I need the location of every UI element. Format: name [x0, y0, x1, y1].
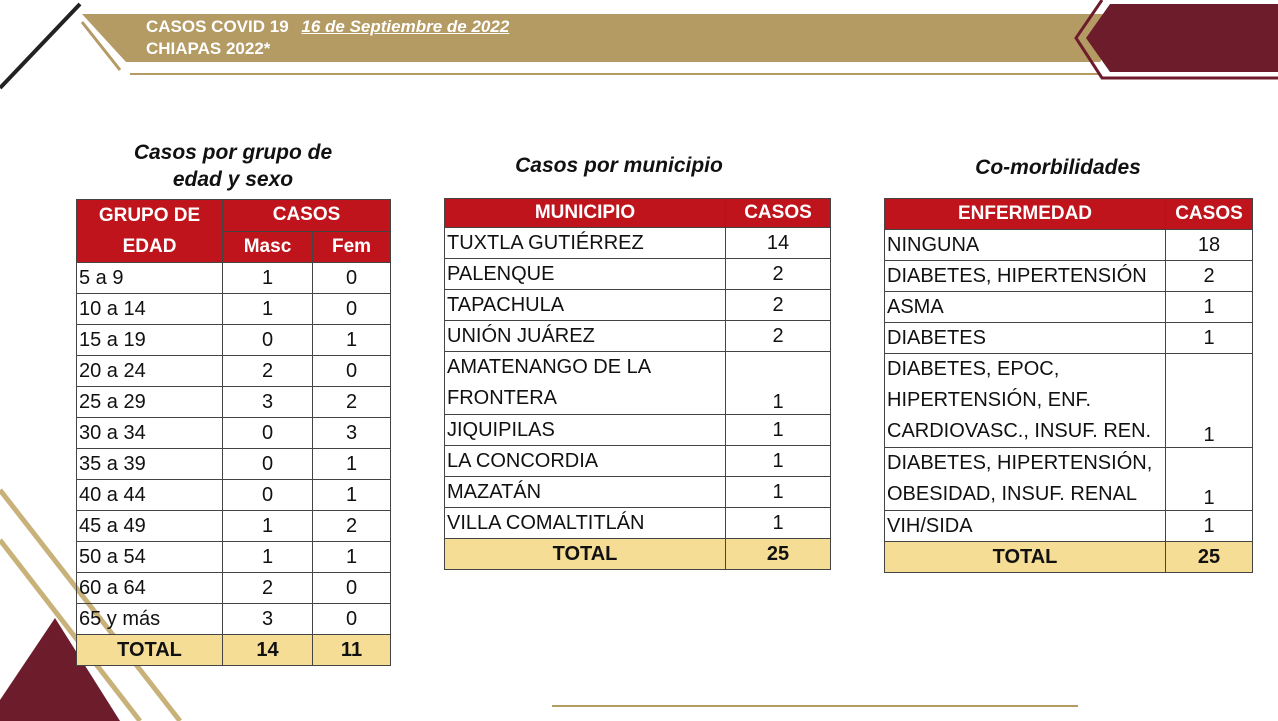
municipio-cases: 2 — [726, 290, 831, 321]
municipio-cases: 2 — [726, 259, 831, 290]
table-row — [885, 511, 1253, 542]
header-cases: CASOS — [223, 200, 391, 232]
age-group: 35 a 39 — [77, 449, 223, 480]
masc-count: 1 — [223, 294, 313, 325]
header-fem: Fem — [313, 231, 391, 263]
header-casos: CASOS — [1166, 199, 1253, 230]
age-group: 30 a 34 — [77, 418, 223, 449]
table-row — [445, 446, 831, 477]
municipio-cases: 2 — [726, 321, 831, 352]
table-row — [885, 230, 1253, 261]
table-row — [77, 387, 391, 418]
total-cases: 25 — [726, 539, 831, 570]
header — [146, 16, 509, 60]
table-row — [77, 573, 391, 604]
table-row — [77, 294, 391, 325]
municipio-name — [445, 352, 726, 415]
municipio-name: TAPACHULA — [445, 290, 726, 321]
fem-count: 3 — [313, 418, 391, 449]
age-group: 60 a 64 — [77, 573, 223, 604]
municipio-cases: 1 — [726, 477, 831, 508]
total-cases: 25 — [1166, 542, 1253, 573]
age-group: 15 a 19 — [77, 325, 223, 356]
table-row — [445, 477, 831, 508]
disease-name-line3: CARDIOVASC., INSUF. REN. — [887, 420, 1152, 442]
table-row — [445, 259, 831, 290]
total-masc: 14 — [223, 635, 313, 666]
age-group: 45 a 49 — [77, 511, 223, 542]
table-row — [77, 356, 391, 387]
header-title-line — [146, 16, 509, 38]
age-table-title — [96, 139, 370, 193]
fem-count: 2 — [313, 387, 391, 418]
fem-count: 1 — [313, 542, 391, 573]
municipio-table-title: Casos por municipio — [515, 154, 723, 177]
total-label: TOTAL — [77, 635, 223, 666]
municipio-name: MAZATÁN — [445, 477, 726, 508]
fem-count: 1 — [313, 480, 391, 511]
disease-cases: 2 — [1166, 261, 1253, 292]
age-table-header-row-1 — [77, 200, 391, 232]
disease-name-line1: DIABETES, HIPERTENSIÓN, — [887, 452, 1153, 474]
municipio-name: LA CONCORDIA — [445, 446, 726, 477]
disease-name: NINGUNA — [885, 230, 1166, 261]
table-row — [77, 263, 391, 294]
fem-count: 0 — [313, 604, 391, 635]
fem-count: 1 — [313, 449, 391, 480]
comorbilidades-table — [884, 198, 1253, 573]
masc-count: 0 — [223, 418, 313, 449]
age-group: 50 a 54 — [77, 542, 223, 573]
table-row — [445, 228, 831, 259]
masc-count: 0 — [223, 480, 313, 511]
disease-cases: 1 — [1166, 323, 1253, 354]
masc-count: 3 — [223, 387, 313, 418]
fem-count: 2 — [313, 511, 391, 542]
header-group-line1: GRUPO DE — [98, 205, 201, 226]
table-row — [77, 511, 391, 542]
municipio-cases: 14 — [726, 228, 831, 259]
table-row — [445, 508, 831, 539]
table-row — [445, 290, 831, 321]
table-row — [885, 323, 1253, 354]
table-row — [77, 449, 391, 480]
fem-count: 1 — [313, 325, 391, 356]
total-label: TOTAL — [445, 539, 726, 570]
header-subtitle: CHIAPAS 2022* — [146, 39, 271, 58]
municipio-name-line1: AMATENANGO DE LA — [447, 356, 652, 378]
header-masc: Masc — [223, 231, 313, 263]
disease-cases: 1 — [1166, 292, 1253, 323]
age-group: 25 a 29 — [77, 387, 223, 418]
disease-name: DIABETES — [885, 323, 1166, 354]
disease-cases: 18 — [1166, 230, 1253, 261]
fem-count: 0 — [313, 573, 391, 604]
age-group: 5 a 9 — [77, 263, 223, 294]
age-group: 40 a 44 — [77, 480, 223, 511]
table-row — [885, 261, 1253, 292]
total-fem: 11 — [313, 635, 391, 666]
municipio-name: TUXTLA GUTIÉRREZ — [445, 228, 726, 259]
masc-count: 3 — [223, 604, 313, 635]
header-group-line2: EDAD — [122, 236, 177, 257]
masc-count: 1 — [223, 263, 313, 294]
disease-name-line2: OBESIDAD, INSUF. RENAL — [887, 483, 1138, 505]
table-row — [885, 354, 1253, 448]
table-row — [885, 448, 1253, 511]
municipio-cases: 1 — [726, 446, 831, 477]
fem-count: 0 — [313, 263, 391, 294]
table-row — [445, 352, 831, 415]
age-title-line2: edad y sexo — [172, 168, 294, 191]
total-row — [445, 539, 831, 570]
disease-name: VIH/SIDA — [885, 511, 1166, 542]
municipio-name-line2: FRONTERA — [447, 387, 557, 409]
age-group: 10 a 14 — [77, 294, 223, 325]
total-label: TOTAL — [885, 542, 1166, 573]
disease-name-line2: HIPERTENSIÓN, ENF. — [887, 389, 1092, 411]
disease-name — [885, 448, 1166, 511]
masc-count: 1 — [223, 542, 313, 573]
municipio-name: UNIÓN JUÁREZ — [445, 321, 726, 352]
table-row — [77, 418, 391, 449]
comorbilidades-header-row — [885, 199, 1253, 230]
table-row — [445, 415, 831, 446]
header-date: 16 de Septiembre de 2022 — [301, 17, 510, 36]
corner-maroon-top-right — [1086, 4, 1278, 72]
disease-name: ASMA — [885, 292, 1166, 323]
masc-count: 1 — [223, 511, 313, 542]
municipio-name: VILLA COMALTITLÁN — [445, 508, 726, 539]
age-group: 65 y más — [77, 604, 223, 635]
header-group — [77, 200, 223, 263]
corner-line-top-left — [0, 4, 80, 88]
masc-count: 0 — [223, 449, 313, 480]
table-row — [77, 604, 391, 635]
municipio-name: JIQUIPILAS — [445, 415, 726, 446]
table-row — [445, 321, 831, 352]
table-row — [885, 292, 1253, 323]
total-row — [77, 635, 391, 666]
disease-cases: 1 — [1166, 354, 1253, 448]
municipio-name: PALENQUE — [445, 259, 726, 290]
disease-name: DIABETES, HIPERTENSIÓN — [885, 261, 1166, 292]
municipio-cases: 1 — [726, 415, 831, 446]
municipio-cases: 1 — [726, 508, 831, 539]
disease-name-line1: DIABETES, EPOC, — [887, 358, 1060, 380]
disease-name — [885, 354, 1166, 448]
fem-count: 0 — [313, 356, 391, 387]
header-municipio: MUNICIPIO — [445, 199, 726, 228]
table-row — [77, 542, 391, 573]
header-casos: CASOS — [726, 199, 831, 228]
table-row — [77, 325, 391, 356]
header-enfermedad: ENFERMEDAD — [885, 199, 1166, 230]
table-row — [77, 480, 391, 511]
comorbilidades-table-title: Co-morbilidades — [975, 156, 1141, 179]
age-group: 20 a 24 — [77, 356, 223, 387]
disease-cases: 1 — [1166, 511, 1253, 542]
disease-cases: 1 — [1166, 448, 1253, 511]
age-table — [76, 199, 391, 666]
municipio-cases: 1 — [726, 352, 831, 415]
masc-count: 0 — [223, 325, 313, 356]
total-row — [885, 542, 1253, 573]
masc-count: 2 — [223, 573, 313, 604]
masc-count: 2 — [223, 356, 313, 387]
age-title-line1: Casos por grupo de — [133, 141, 333, 164]
header-title: CASOS COVID 19 — [146, 17, 289, 36]
municipio-table — [444, 198, 831, 570]
fem-count: 0 — [313, 294, 391, 325]
municipio-header-row — [445, 199, 831, 228]
